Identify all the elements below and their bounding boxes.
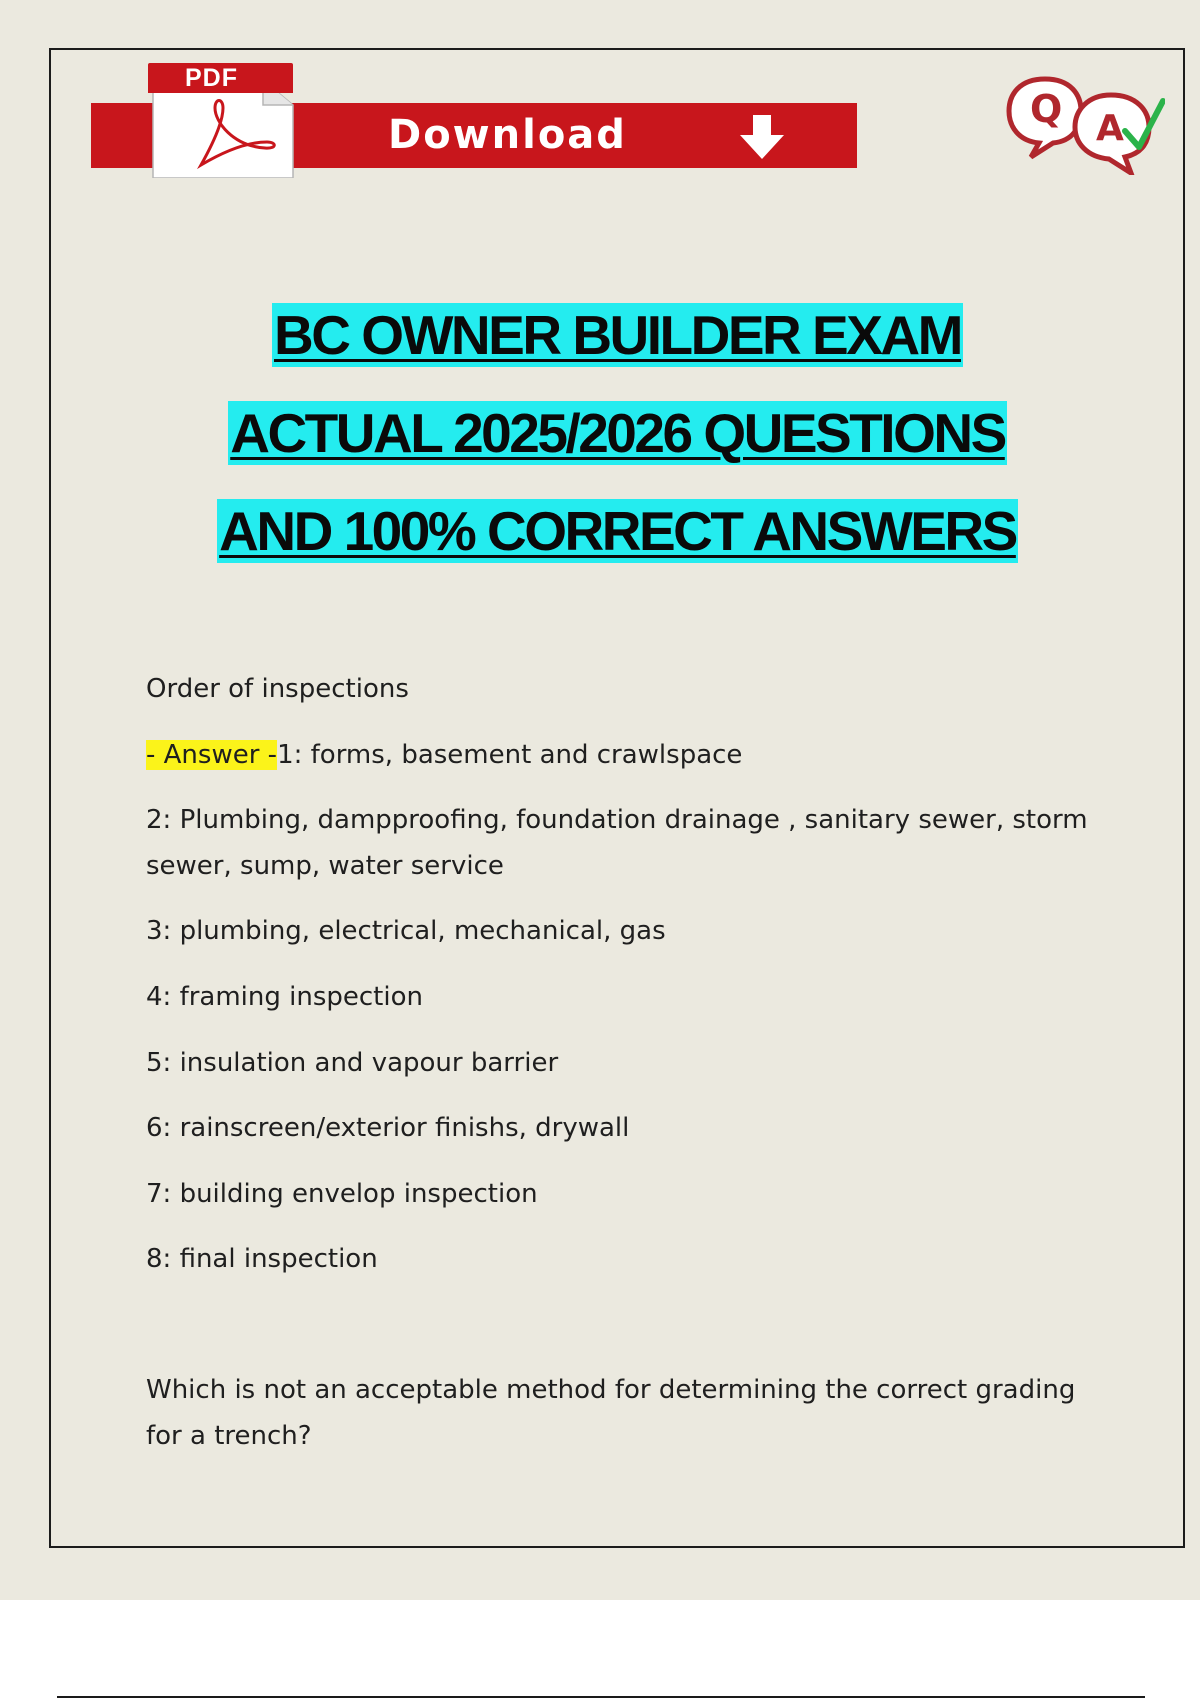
page-title-line-3: AND 100% CORRECT ANSWERS	[219, 500, 1016, 562]
qa-logo-a: A	[1096, 108, 1124, 149]
page-title-line-2: ACTUAL 2025/2026 QUESTIONS	[230, 402, 1005, 464]
answer-line-5: 5: insulation and vapour barrier	[146, 1048, 559, 1078]
page-divider	[57, 1696, 1145, 1698]
answer-line-1-text: 1: forms, basement and crawlspace	[277, 740, 743, 770]
page-title-line-1: BC OWNER BUILDER EXAM	[274, 304, 961, 366]
title-row-2	[60, 401, 1175, 465]
download-arrow-icon	[736, 115, 788, 159]
answer-line-8: 8: final inspection	[146, 1244, 378, 1274]
answer-line-3: 3: plumbing, electrical, mechanical, gas	[146, 916, 666, 946]
download-banner[interactable]	[91, 60, 861, 180]
question-2-line-2: for a trench?	[146, 1421, 312, 1451]
answer-marker: - Answer -	[146, 740, 278, 770]
qa-logo	[1005, 75, 1165, 175]
question-1-text: Order of inspections	[146, 674, 409, 704]
answer-line-1	[146, 733, 1106, 778]
pdf-badge: PDF	[148, 63, 293, 93]
question-2-line-1: Which is not an acceptable method for determining the correct grading	[146, 1375, 1076, 1405]
title-row-1	[60, 303, 1175, 367]
answer-line-2-cont: sewer, sump, water service	[146, 851, 504, 881]
answer-line-6: 6: rainscreen/exterior finishs, drywall	[146, 1113, 630, 1143]
pdf-file-icon	[143, 60, 298, 178]
answer-line-7: 7: building envelop inspection	[146, 1179, 538, 1209]
answer-line-2: 2: Plumbing, dampproofing, foundation drainage , sanitary sewer, storm	[146, 805, 1088, 835]
title-row-3	[60, 499, 1175, 563]
download-label: Download	[388, 112, 627, 158]
answer-line-4: 4: framing inspection	[146, 982, 423, 1012]
qa-speech-bubbles-icon	[1005, 75, 1165, 175]
qa-logo-q: Q	[1030, 87, 1063, 131]
